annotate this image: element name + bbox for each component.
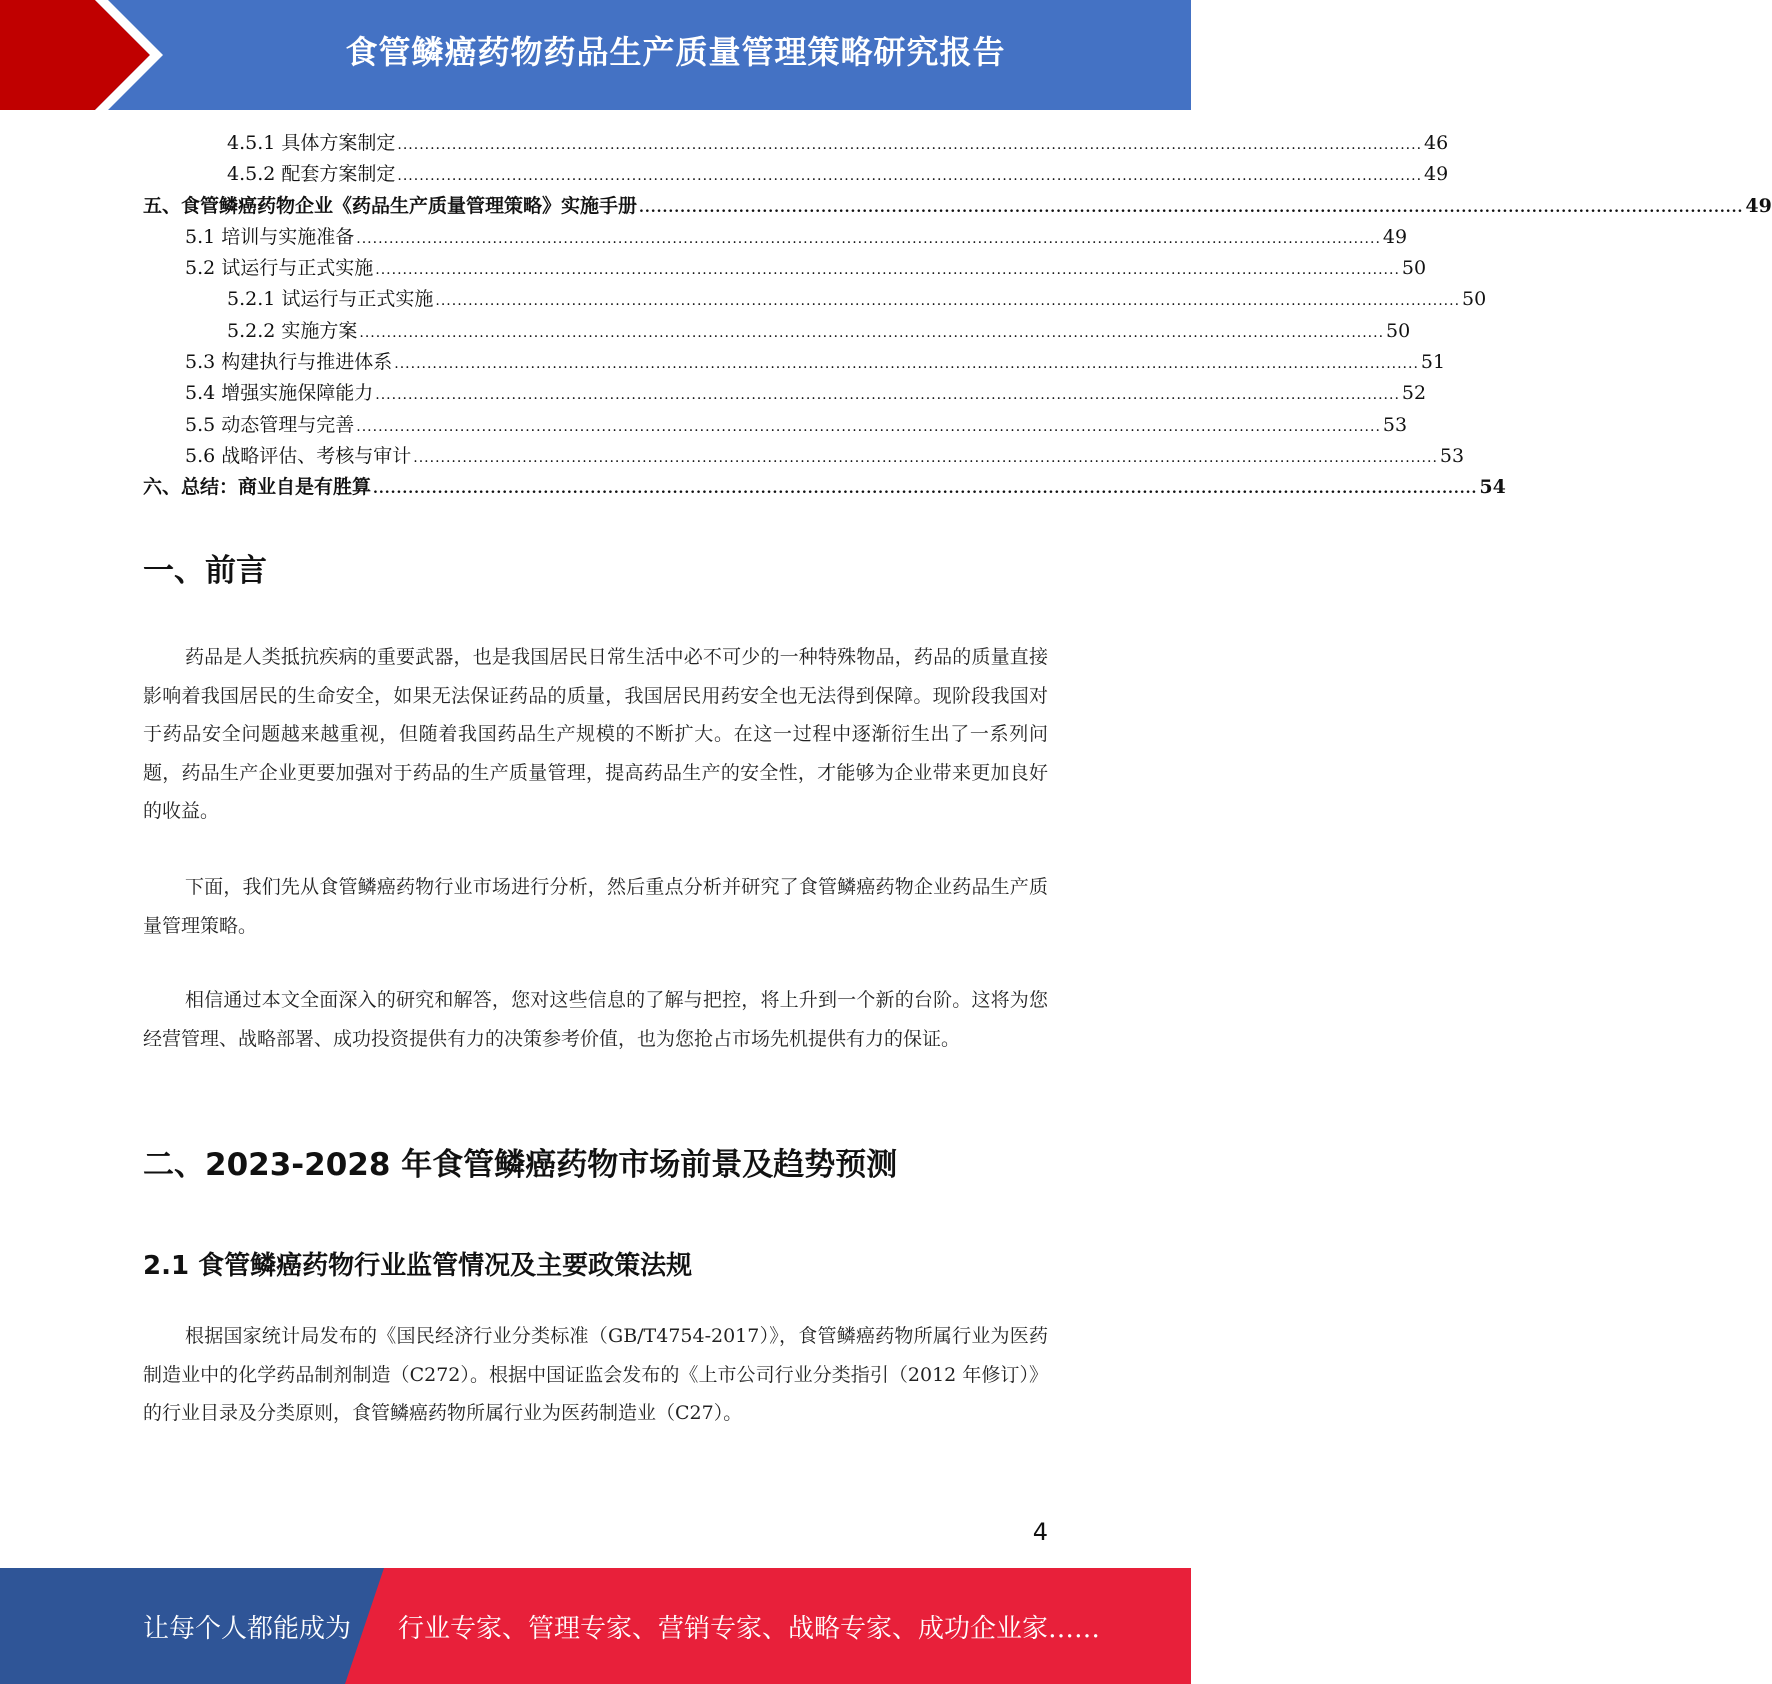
toc-entry-page: 49 bbox=[1424, 163, 1449, 186]
toc-entry-page: 52 bbox=[1401, 382, 1427, 405]
section-heading-market: 二、2023-2028 年食管鳞癌药物市场前景及趋势预测 bbox=[143, 1147, 898, 1183]
toc-entry[interactable] bbox=[143, 410, 1408, 441]
toc-leader: ............................................................................................................................................................................................ bbox=[356, 418, 1381, 435]
paragraph: 根据国家统计局发布的《国民经济行业分类标准（GB/T4754-2017）》，食管鳞癌药物所属行业为医药制造业中的化学药品制剂制造（C272）。根据中国证监会发布的《上市公司行业分类指引（2012 年修订）》的行业目录及分类原则，食管鳞癌药物所属行业为医药制造业（C27）。 bbox=[143, 1325, 1048, 1424]
footer-slogan-right: 行业专家、管理专家、营销专家、战略专家、成功企业家…… bbox=[398, 1613, 1101, 1644]
toc-entry-page: 50 bbox=[1386, 319, 1411, 342]
toc-entry[interactable] bbox=[143, 284, 1487, 315]
toc-entry-label: 5.2.2 实施方案 bbox=[227, 319, 358, 342]
toc-entry-label: 5.1 培训与实施准备 bbox=[185, 225, 355, 248]
toc-entry-label: 六、总结：商业自是有胜算 bbox=[143, 476, 372, 499]
paragraph: 下面，我们先从食管鳞癌药物行业市场进行分析，然后重点分析并研究了食管鳞癌药物企业药品生产质量管理策略。 bbox=[143, 876, 1048, 937]
toc-leader: ............................................................................................................................................................................................ bbox=[397, 137, 1423, 153]
report-title: 食管鳞癌药物药品生产质量管理策略研究报告 bbox=[345, 33, 1006, 71]
toc-entry-page: 49 bbox=[1745, 194, 1772, 217]
toc-entry[interactable] bbox=[143, 128, 1449, 159]
toc-entry[interactable] bbox=[143, 253, 1427, 284]
toc-entry-page: 53 bbox=[1382, 413, 1408, 436]
toc-entry-label: 4.5.1 具体方案制定 bbox=[227, 132, 396, 154]
toc-entry-page: 49 bbox=[1382, 225, 1408, 248]
toc-leader: ............................................................................................................................................................................................ bbox=[359, 324, 1385, 341]
toc-entry-page: 50 bbox=[1462, 288, 1487, 311]
toc-entry[interactable] bbox=[143, 378, 1427, 409]
toc-entry[interactable] bbox=[143, 347, 1446, 378]
toc-entry[interactable] bbox=[143, 441, 1465, 472]
toc-leader: ............................................................................................................................................................................................ bbox=[375, 262, 1400, 279]
table-of-contents bbox=[143, 128, 1772, 504]
footer-banner bbox=[0, 1568, 1191, 1684]
toc-leader: ............................................................................................................................................................................................ bbox=[375, 387, 1400, 404]
toc-entry-label: 5.3 构建执行与推进体系 bbox=[185, 351, 393, 374]
toc-entry-page: 50 bbox=[1401, 257, 1427, 280]
toc-entry[interactable] bbox=[143, 159, 1449, 190]
toc-entry[interactable] bbox=[143, 316, 1411, 347]
toc-leader: ............................................................................................................................................................................................ bbox=[413, 449, 1438, 466]
toc-entry-page: 51 bbox=[1420, 351, 1446, 374]
toc-entry-page: 46 bbox=[1424, 132, 1449, 154]
toc-entry-label: 5.2.1 试运行与正式实施 bbox=[227, 288, 434, 311]
footer-slogan-left: 让每个人都能成为 bbox=[143, 1613, 352, 1644]
toc-entry-label: 5.5 动态管理与完善 bbox=[185, 413, 355, 436]
subsection-heading: 2.1 食管鳞癌药物行业监管情况及主要政策法规 bbox=[143, 1251, 693, 1281]
page-number: 4 bbox=[1032, 1518, 1048, 1546]
toc-entry[interactable] bbox=[143, 222, 1408, 253]
toc-entry-label: 5.4 增强实施保障能力 bbox=[185, 382, 374, 405]
toc-entry[interactable] bbox=[143, 191, 1772, 222]
toc-entry-label: 5.6 战略评估、考核与审计 bbox=[185, 444, 412, 467]
toc-leader: ............................................................................................................................................................................................ bbox=[639, 199, 1744, 216]
toc-entry-label: 5.2 试运行与正式实施 bbox=[185, 257, 374, 280]
toc-leader: ............................................................................................................................................................................................ bbox=[373, 481, 1478, 498]
toc-entry-label: 4.5.2 配套方案制定 bbox=[227, 163, 396, 186]
toc-leader: ............................................................................................................................................................................................ bbox=[356, 230, 1381, 247]
toc-entry-page: 53 bbox=[1439, 444, 1465, 467]
section-heading-preface: 一、前言 bbox=[143, 553, 267, 589]
paragraph: 相信通过本文全面深入的研究和解答，您对这些信息的了解与把控，将上升到一个新的台阶。这将为您经营管理、战略部署、成功投资提供有力的决策参考价值，也为您抢占市场先机提供有力的保证。 bbox=[143, 989, 1048, 1050]
toc-leader: ............................................................................................................................................................................................ bbox=[394, 356, 1419, 373]
toc-entry[interactable] bbox=[143, 472, 1506, 503]
toc-leader: ............................................................................................................................................................................................ bbox=[397, 168, 1423, 185]
toc-leader: ............................................................................................................................................................................................ bbox=[435, 293, 1461, 310]
header-banner bbox=[0, 0, 1191, 110]
toc-entry-label: 五、食管鳞癌药物企业《药品生产质量管理策略》实施手册 bbox=[143, 194, 638, 217]
toc-entry-page: 54 bbox=[1479, 476, 1506, 499]
paragraph: 药品是人类抵抗疾病的重要武器，也是我国居民日常生活中必不可少的一种特殊物品，药品的质量直接影响着我国居民的生命安全，如果无法保证药品的质量，我国居民用药安全也无法得到保障。现阶段我国对于药品安全问题越来越重视，但随着我国药品生产规模的不断扩大。在这一过程中逐渐衍生出了一系列问题，药品生产企业更要加强对于药品的生产质量管理，提高药品生产的安全性，才能够为企业带来更加良好的收益。 bbox=[143, 646, 1048, 822]
